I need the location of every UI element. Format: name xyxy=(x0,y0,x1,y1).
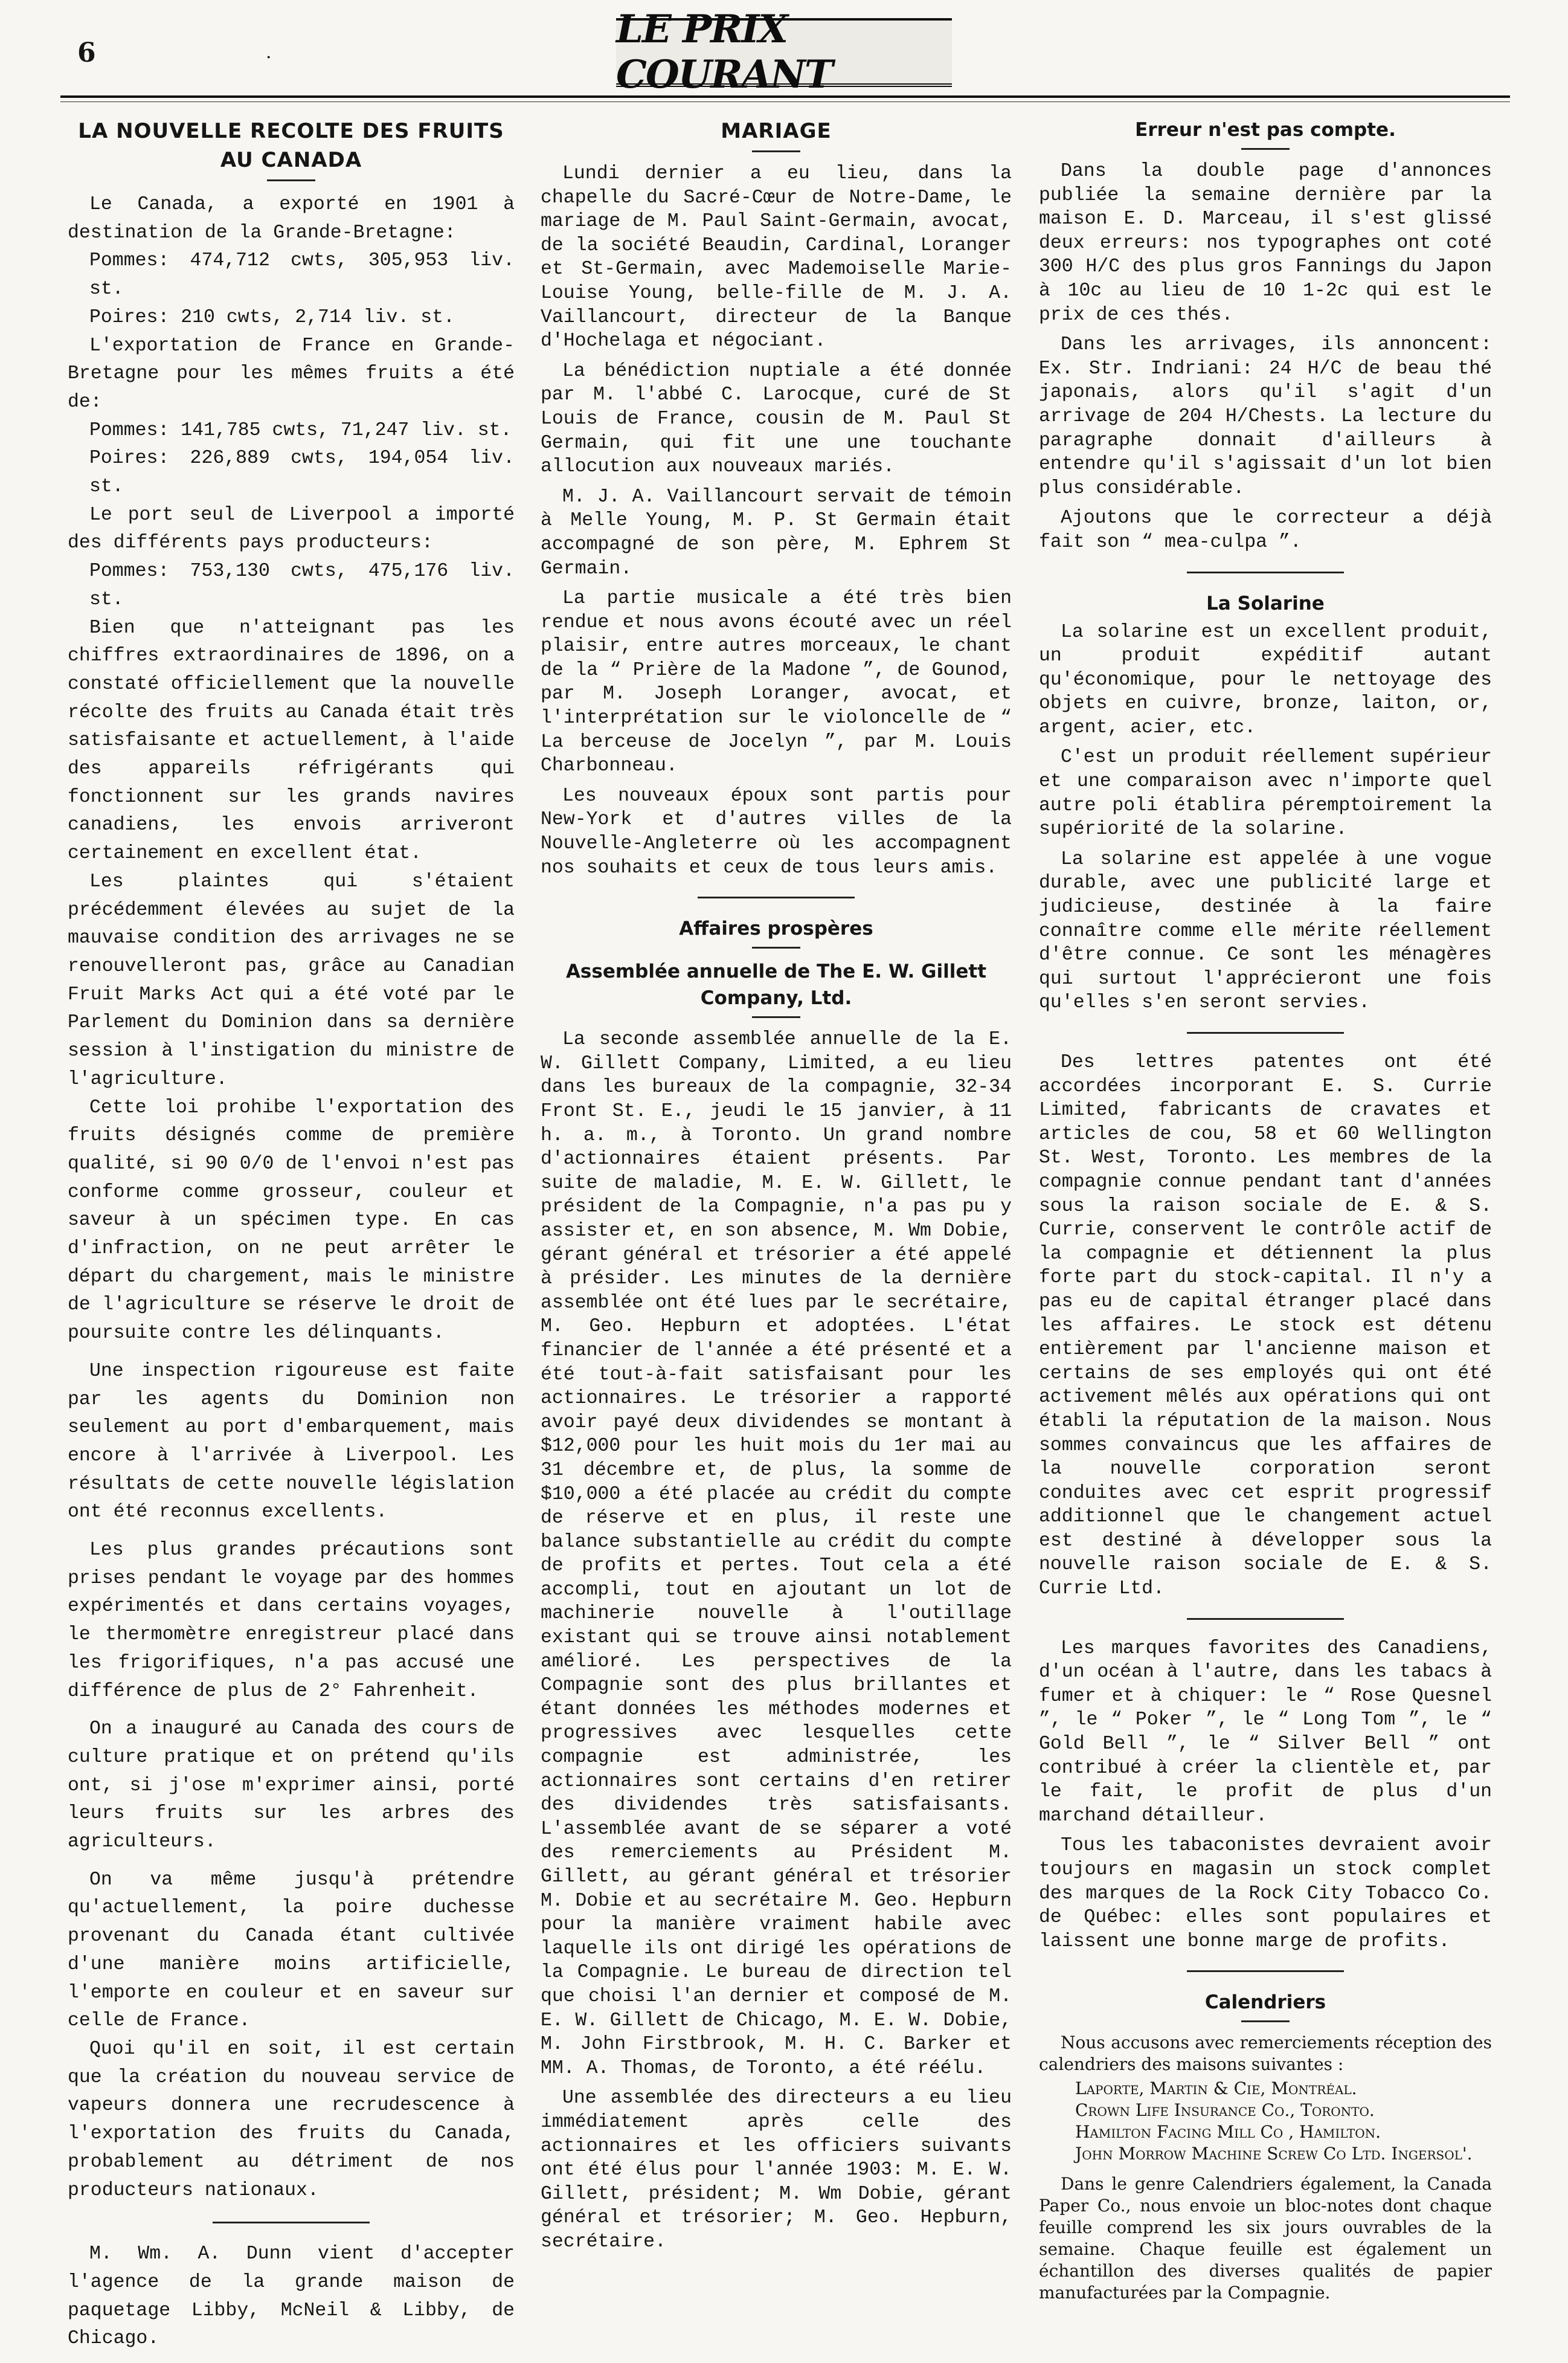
data-line: Pommes: 753,130 cwts, 475,176 liv. st. xyxy=(89,561,515,610)
paragraph: On va même jusqu'à prétendre qu'actuellement, la poire duchesse provenant du Canada étant cultivée d'une manière moins artificielle, l'emporte en couleur et en saveur sur celle de France. xyxy=(68,1869,515,2032)
section-rule xyxy=(1187,572,1344,573)
section-rule xyxy=(1187,1970,1344,1972)
column-1 xyxy=(68,112,515,2363)
list-item: Hamilton Facing Mill Co , Hamilton. xyxy=(1075,2122,1381,2142)
paragraph: La bénédiction nuptiale a été donnée par M. l'abbé C. Larocque, curé de St Louis de France, cousin de M. Paul St Germain, qui fit une une touchante allocution aux nouveaux mariés. xyxy=(541,360,1012,478)
paragraph: Le Canada, a exporté en 1901 à destination de la Grande-Bretagne: xyxy=(68,194,515,243)
paragraph: On a inauguré au Canada des cours de culture pratique et on prétend qu'ils ont, si j'ose m'exprimer ainsi, porté leurs fruits sur les arbres des agriculteurs. xyxy=(68,1718,515,1853)
paragraph: Bien que n'atteignant pas les chiffres extraordinaires de 1896, on a constaté officiellement que la nouvelle récolte des fruits au Canada était très satisfaisante et actuellement, à l'aide des appareils réfrigérants qui fonctionnent sur les grands navires canadiens, les envois arriveront certainement en excellent état. xyxy=(68,617,515,865)
paragraph: Quoi qu'il en soit, il est certain que la création du nouveau service de vapeurs donnera une recrudescence à l'exportation des fruits du Canada, probablement au détriment de nos producteurs nationaux. xyxy=(68,2039,515,2201)
paragraph: Le port seul de Liverpool a importé des différents pays producteurs: xyxy=(68,504,515,554)
paragraph: Dans le genre Calendriers également, la Canada Paper Co., nous envoie un bloc-notes dont chaque feuille comprend les six jours ouvrables de la semaine. Chaque feuille est également un échantillon des diverses qualités de papier manufacturées par la Compagnie. xyxy=(1039,2174,1492,2303)
data-line: Poires: 226,889 cwts, 194,054 liv. st. xyxy=(89,448,515,498)
article-heading-solarine: La Solarine xyxy=(1206,592,1325,614)
masthead-logo: LE PRIX COURANT xyxy=(616,18,952,87)
heading-rule xyxy=(752,1016,800,1018)
heading-rule xyxy=(752,947,800,949)
paragraph: Cette loi prohibe l'exportation des fruits désignés comme de première qualité, si 90 0/0 de l'envoi n'est pas conforme comme grosseur, couleur et saveur à un spécimen type. En cas d'infraction, on ne peut arrêter le départ du chargement, mais le ministre de l'agriculture se réserve le droit de poursuite contre les délinquants. xyxy=(68,1097,515,1344)
paragraph: Dans la double page d'annonces publiée la semaine dernière par la maison E. D. Marceau, il s'est glissé deux erreurs: nos typographes ont coté 300 H/C des plus gros Fannings du Japon à 10c au lieu de 10 1-2c qui est le prix de ces thés. xyxy=(1039,161,1492,326)
article-heading-mariage: MARIAGE xyxy=(721,119,832,143)
heading-rule xyxy=(267,179,315,181)
article-subheading-gillett: Assemblée annuelle de The E. W. Gillett Company, Ltd. xyxy=(565,961,987,1010)
paragraph: Une assemblée des directeurs a eu lieu immédiatement après celle des actionnaires et les officiers suivants ont été élus pour l'année 1903: M. E. W. Gillett, président; M. Wm Dobie, gérant général et trésorier; M. Geo. Hepburn, secrétaire. xyxy=(541,2087,1012,2252)
calendar-list xyxy=(1039,2078,1492,2165)
paragraph: Lundi dernier a eu lieu, dans la chapelle du Sacré-Cœur de Notre-Dame, le mariage de M. Paul Saint-Germain, avocat, de la société Beaudin, Cardinal, Loranger et St-Germain, avec Mademoiselle Marie-Louise Young, belle-fille de M. J. A. Vaillancourt, directeur de la Banque d'Hochelaga et négociant. xyxy=(541,163,1012,352)
heading-rule xyxy=(1241,2020,1290,2022)
paragraph: Nous accusons avec remerciements réception des calendriers des maisons suivantes : xyxy=(1039,2033,1492,2075)
section-rule xyxy=(1187,1032,1344,1034)
section-rule xyxy=(213,2222,370,2223)
article-heading-recolte: LA NOUVELLE RECOLTE DES FRUITS AU CANADA xyxy=(78,119,504,172)
paragraph: L'exportation de France en Grande-Bretagne pour les mêmes fruits a été de: xyxy=(68,335,515,413)
paragraph: La seconde assemblée annuelle de la E. W. Gillett Company, Limited, a eu lieu dans les bureaux de la compagnie, 32-34 Front St. E., jeudi le 15 janvier, à 11 h. a. m., à Toronto. Un grand nombre d'actionnaires étaient présents. Par suite de maladie, M. E. W. Gillett, le président de la Compagnie, n'a pas pu y assister et, en son absence, M. Wm Dobie, gérant général et trésorier a été appelé à présider. Les minutes de la dernière assemblée ont été lues par le secrétaire, M. Geo. Hepburn et adoptées. L'état financier de l'année a été présenté et a été tout-à-fait satisfaisant pour les actionnaires. Le trésorier a rapporté avoir payé deux dividendes se montant à $12,000 pour les huit mois du 1er mai au 31 décembre et, de plus, la somme de $10,000 a été placée au crédit du compte de réserve et en plus, il reste une balance substantielle au crédit du compte de profits et pertes. Tout cela a été accompli, tout en ajoutant un lot de machinerie nouvelle à l'outillage existant qui se trouve ainsi notablement amélioré. Les perspectives de la Compagnie sont des plus brillantes et étant données les méthodes modernes et progressives avec lesquelles cette compagnie est administrée, les actionnaires sont certains d'en retirer des dividendes très satisfaisants. L'assemblée avant de se séparer a voté des remerciements au Président M. Gillett, au gérant général et trésorier M. Dobie et au secrétaire M. Geo. Hepburn pour la manière vraiment habile avec laquelle ils ont dirigé les opérations de la Compagnie. Le bureau de direction tel que choisi l'an dernier et composé de M. E. W. Gillett de Chicago, M. E. W. Dobie, M. John Firstbrook, M. H. C. Barker et MM. A. Thomas, de Toronto, a été réélu. xyxy=(541,1029,1012,2079)
article-heading-calendriers: Calendriers xyxy=(1204,1991,1326,2014)
paragraph: Les nouveaux époux sont partis pour New-York et d'autres villes de la Nouvelle-Angleterre où les accompagnent nos souhaits et ceux de tous leurs amis. xyxy=(541,785,1012,878)
paragraph: Des lettres patentes ont été accordées incorporant E. S. Currie Limited, fabricants de cravates et articles de cou, 58 et 60 Wellington St. West, Toronto. Les membres de la compagnie connue pendant tant d'années sous la raison sociale de E. & S. Currie, conservent le contrôle actif de la compagnie et détiennent la plus forte part du stock-capital. Il n'y a pas eu de capital étranger placé dans les affaires. Le stock est détenu entièrement par l'ancienne maison et certains de ses employés qui ont été activement mêlés aux opérations qui ont établi la réputation de la maison. Nous sommes convaincus que les affaires de la nouvelle corporation seront conduites avec cet esprit progressif additionnel que le changement actuel est destiné à développer sous la nouvelle raison sociale de E. & S. Currie Ltd. xyxy=(1039,1052,1492,1600)
data-line: Poires: 210 cwts, 2,714 liv. st. xyxy=(89,306,455,328)
page-number: 6 xyxy=(77,37,96,68)
paragraph: Les plaintes qui s'étaient précédemment élevées au sujet de la mauvaise condition des arrivages ne se renouvelleront pas, grâce au Canadian Fruit Marks Act qui a été voté par le Parlement du Dominion dans sa dernière session à l'instigation du ministre de l'agriculture. xyxy=(68,871,515,1090)
article-heading-affaires: Affaires prospères xyxy=(679,918,873,940)
paragraph: M. Wm. A. Dunn vient d'accepter l'agence de la grande maison de paquetage Libby, McNeil & Libby, de Chicago. xyxy=(68,2243,515,2350)
data-line: Pommes: 474,712 cwts, 305,953 liv. st. xyxy=(89,250,515,300)
paragraph: Ajoutons que le correcteur a déjà fait son “ mea-culpa ”. xyxy=(1039,508,1492,553)
column-2 xyxy=(541,112,1012,2260)
paragraph: Les plus grandes précautions sont prises pendant le voyage par des hommes expérimentés et dans certains voyages, le thermomètre enregistreur placé dans les frigorifiques, n'a pas accusé une différence de plus de 2° Fahrenheit. xyxy=(68,1539,515,1702)
paragraph: La partie musicale a été très bien rendue et nous avons écouté avec un réel plaisir, entre autres morceaux, le chant de la “ Prière de la Madone ”, de Gounod, par M. Joseph Loranger, avocat, et l'interprétation sur le violoncelle de “ La berceuse de Jocelyn ”, par M. Louis Charbonneau. xyxy=(541,588,1012,777)
section-rule xyxy=(1187,1618,1344,1620)
data-line: Pommes: 141,785 cwts, 71,247 liv. st. xyxy=(89,419,512,441)
list-item: John Morrow Machine Screw Co Ltd. Ingersol'. xyxy=(1075,2144,1473,2164)
list-item: Crown Life Insurance Co., Toronto. xyxy=(1075,2100,1375,2121)
decorative-dot: · xyxy=(266,47,272,68)
paragraph: La solarine est un excellent produit, un produit expéditif autant qu'économique, pour le nettoyage des objets en cuivre, bronze, laiton, or, argent, acier, etc. xyxy=(1039,621,1492,738)
list-item: Laporte, Martin & Cie, Montréal. xyxy=(1075,2078,1357,2099)
paragraph: Tous les tabaconistes devraient avoir toujours en magasin un stock complet des marques de la Rock City Tobacco Co. de Québec: elles sont populaires et laissent une bonne marge de profits. xyxy=(1039,1835,1492,1952)
heading-rule xyxy=(1241,148,1290,150)
paragraph: C'est un produit réellement supérieur et une comparaison avec n'importe quel autre poli établira péremptoirement la supériorité de la solarine. xyxy=(1039,747,1492,840)
header-rule xyxy=(60,95,1510,98)
paragraph: M. J. A. Vaillancourt servait de témoin à Melle Young, M. P. St Germain était accompagné de son père, M. Ephrem St Germain. xyxy=(541,486,1012,579)
column-3 xyxy=(1039,112,1492,2306)
paragraph: Une inspection rigoureuse est faite par les agents du Dominion non seulement au port d'embarquement, mais encore à l'arrivée à Liverpool. Les résultats de cette nouvelle législation ont été reconnus excellents. xyxy=(68,1360,515,1523)
paragraph: Dans les arrivages, ils annoncent: Ex. Str. Indriani: 24 H/C de beau thé japonais, alors qu'il s'agit d'un arrivage de 204 H/Chests. La lecture du paragraphe donnait d'ailleurs à entendre qu'il s'agissait d'un lot bien plus considérable. xyxy=(1039,334,1492,499)
paragraph: Les marques favorites des Canadiens, d'un océan à l'autre, dans les tabacs à fumer et à chiquer: le “ Rose Quesnel ”, le “ Poker ”, le “ Long Tom ”, le “ Gold Bell ”, le “ Silver Bell ” ont contribué à créer la clientèle et, par le fait, le profit de plus d'un marchand détailleur. xyxy=(1039,1637,1492,1826)
paragraph: La solarine est appelée à une vogue durable, avec une publicité large et judicieuse, destinée à la faire connaître comme elle mérite réellement d'être connue. Ce sont les ménagères qui surtout l'apprécieront une fois qu'elles s'en seront servies. xyxy=(1039,848,1492,1014)
article-heading-erreur: Erreur n'est pas compte. xyxy=(1135,119,1396,141)
section-rule xyxy=(698,897,855,898)
heading-rule xyxy=(752,150,800,152)
